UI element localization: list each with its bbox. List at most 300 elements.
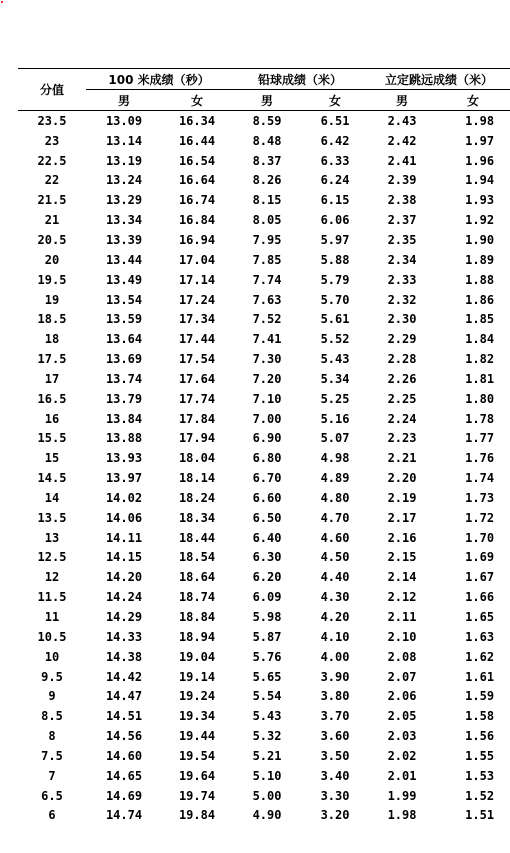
header-row-groups bbox=[18, 69, 510, 90]
shotput-female-cell: 4.50 bbox=[320, 550, 350, 565]
longjump-male-cell: 2.37 bbox=[387, 213, 417, 228]
shotput-group-header bbox=[232, 69, 368, 90]
table-row bbox=[18, 488, 510, 508]
longjump-male-cell: 2.26 bbox=[387, 371, 417, 386]
sprint-male-cell: 13.54 bbox=[105, 292, 143, 307]
longjump-group-label: 立定跳远成绩（米） bbox=[385, 72, 494, 87]
sprint-male-cell: 14.20 bbox=[105, 570, 143, 585]
sprint-female-cell: 17.44 bbox=[178, 332, 216, 347]
longjump-male-cell: 2.01 bbox=[387, 768, 417, 783]
longjump-male-cell: 2.17 bbox=[387, 510, 417, 525]
shotput-male-cell: 7.52 bbox=[252, 312, 282, 327]
sprint-female-cell: 19.84 bbox=[178, 808, 216, 823]
longjump-male-cell: 2.41 bbox=[387, 153, 417, 168]
shotput-female-cell: 4.30 bbox=[320, 590, 350, 605]
table-row bbox=[18, 369, 510, 389]
table-row bbox=[18, 508, 510, 528]
shotput-male-cell: 7.95 bbox=[252, 232, 282, 247]
longjump-female-cell: 1.73 bbox=[465, 490, 495, 505]
shotput-female-cell: 5.52 bbox=[320, 332, 350, 347]
longjump-female-cell: 1.76 bbox=[465, 451, 495, 466]
shotput-male-cell: 6.70 bbox=[252, 471, 282, 486]
sprint-male-cell: 13.93 bbox=[105, 451, 143, 466]
shotput-male-cell: 6.09 bbox=[252, 590, 282, 605]
sprint-female-cell: 16.94 bbox=[178, 232, 216, 247]
sprint-female-cell: 16.34 bbox=[178, 113, 216, 128]
shotput-male-cell: 8.15 bbox=[252, 193, 282, 208]
score-cell: 16 bbox=[44, 411, 60, 426]
longjump-male-cell: 2.16 bbox=[387, 530, 417, 545]
longjump-female-cell: 1.59 bbox=[465, 689, 495, 704]
longjump-male-cell: 2.34 bbox=[387, 252, 417, 267]
sprint-male-cell: 13.88 bbox=[105, 431, 143, 446]
table-row bbox=[18, 190, 510, 210]
shotput-female-cell: 4.00 bbox=[320, 649, 350, 664]
longjump-female-cell: 1.70 bbox=[465, 530, 495, 545]
shotput-male-cell: 8.26 bbox=[252, 173, 282, 188]
score-cell: 12 bbox=[44, 570, 60, 585]
table-row bbox=[18, 686, 510, 706]
sprint-female-cell: 18.34 bbox=[178, 510, 216, 525]
score-cell: 13 bbox=[44, 530, 60, 545]
sprint-female-cell: 19.54 bbox=[178, 748, 216, 763]
shotput-male-cell: 4.90 bbox=[252, 808, 282, 823]
longjump-male-cell: 2.03 bbox=[387, 729, 417, 744]
score-cell: 21.5 bbox=[37, 193, 67, 208]
sprint-male-cell: 13.44 bbox=[105, 252, 143, 267]
score-cell: 12.5 bbox=[37, 550, 67, 565]
sprint-female-cell: 19.24 bbox=[178, 689, 216, 704]
header-row-gender bbox=[18, 90, 510, 111]
sprint-male-cell: 14.60 bbox=[105, 748, 143, 763]
sprint-male-cell: 13.59 bbox=[105, 312, 143, 327]
shotput-male-cell: 8.48 bbox=[252, 133, 282, 148]
score-cell: 21 bbox=[44, 213, 60, 228]
longjump-female-cell: 1.63 bbox=[465, 629, 495, 644]
table-row bbox=[18, 448, 510, 468]
table-row bbox=[18, 627, 510, 647]
sprint-male-cell: 13.97 bbox=[105, 471, 143, 486]
sprint-male-cell: 14.06 bbox=[105, 510, 143, 525]
longjump-female-header: 女 bbox=[436, 90, 510, 111]
sprint-male-cell: 14.51 bbox=[105, 709, 143, 724]
shotput-male-cell: 7.63 bbox=[252, 292, 282, 307]
longjump-female-cell: 1.94 bbox=[465, 173, 495, 188]
sprint-female-cell: 19.34 bbox=[178, 709, 216, 724]
shotput-female-cell: 3.20 bbox=[320, 808, 350, 823]
shotput-female-cell: 6.24 bbox=[320, 173, 350, 188]
sprint-female-cell: 19.74 bbox=[178, 788, 216, 803]
longjump-male-cell: 2.05 bbox=[387, 709, 417, 724]
longjump-female-cell: 1.65 bbox=[465, 610, 495, 625]
sprint-female-cell: 18.64 bbox=[178, 570, 216, 585]
longjump-female-cell: 1.88 bbox=[465, 272, 495, 287]
shotput-male-cell: 5.54 bbox=[252, 689, 282, 704]
longjump-female-cell: 1.98 bbox=[465, 113, 495, 128]
score-cell: 19 bbox=[44, 292, 60, 307]
shotput-male-cell: 7.74 bbox=[252, 272, 282, 287]
table-row bbox=[18, 766, 510, 786]
table-row bbox=[18, 131, 510, 151]
longjump-female-cell: 1.84 bbox=[465, 332, 495, 347]
sprint-male-cell: 13.69 bbox=[105, 352, 143, 367]
score-cell: 18 bbox=[44, 332, 60, 347]
shotput-female-cell: 5.79 bbox=[320, 272, 350, 287]
sprint-female-cell: 17.64 bbox=[178, 371, 216, 386]
sprint-male-cell: 13.74 bbox=[105, 371, 143, 386]
shotput-female-cell: 4.80 bbox=[320, 490, 350, 505]
score-cell: 23.5 bbox=[37, 113, 67, 128]
sprint-female-cell: 19.14 bbox=[178, 669, 216, 684]
shotput-male-cell: 5.76 bbox=[252, 649, 282, 664]
longjump-female-cell: 1.80 bbox=[465, 391, 495, 406]
score-cell: 22 bbox=[44, 173, 60, 188]
sprint-female-cell: 16.64 bbox=[178, 173, 216, 188]
sprint-male-cell: 13.19 bbox=[105, 153, 143, 168]
longjump-female-cell: 1.53 bbox=[465, 768, 495, 783]
table-row bbox=[18, 409, 510, 429]
shotput-female-cell: 4.10 bbox=[320, 629, 350, 644]
longjump-male-cell: 2.08 bbox=[387, 649, 417, 664]
shotput-female-cell: 6.51 bbox=[320, 113, 350, 128]
shotput-group-label: 铅球成绩（米） bbox=[258, 72, 343, 87]
table-row bbox=[18, 389, 510, 409]
sprint-female-cell: 17.34 bbox=[178, 312, 216, 327]
table-header bbox=[18, 69, 510, 111]
score-cell: 17 bbox=[44, 371, 60, 386]
longjump-male-cell: 2.11 bbox=[387, 610, 417, 625]
shotput-female-header: 女 bbox=[302, 90, 368, 111]
shotput-female-cell: 5.16 bbox=[320, 411, 350, 426]
shotput-female-cell: 6.33 bbox=[320, 153, 350, 168]
sprint-female-cell: 17.14 bbox=[178, 272, 216, 287]
table-row bbox=[18, 151, 510, 171]
score-cell: 19.5 bbox=[37, 272, 67, 287]
score-cell: 20.5 bbox=[37, 232, 67, 247]
shotput-male-cell: 6.80 bbox=[252, 451, 282, 466]
sprint-male-cell: 13.14 bbox=[105, 133, 143, 148]
shotput-female-cell: 3.60 bbox=[320, 729, 350, 744]
sprint-female-cell: 18.04 bbox=[178, 451, 216, 466]
longjump-male-cell: 2.23 bbox=[387, 431, 417, 446]
longjump-male-cell: 1.99 bbox=[387, 788, 417, 803]
sprint-female-cell: 18.84 bbox=[178, 610, 216, 625]
sprint-male-cell: 14.65 bbox=[105, 768, 143, 783]
longjump-female-cell: 1.69 bbox=[465, 550, 495, 565]
longjump-male-cell: 2.25 bbox=[387, 391, 417, 406]
sprint-female-cell: 18.74 bbox=[178, 590, 216, 605]
corner-mark bbox=[1, 1, 3, 3]
sprint-group-header bbox=[86, 69, 232, 90]
longjump-female-cell: 1.61 bbox=[465, 669, 495, 684]
table-row bbox=[18, 171, 510, 191]
sprint-female-cell: 19.44 bbox=[178, 729, 216, 744]
sprint-male-cell: 14.29 bbox=[105, 610, 143, 625]
sprint-male-cell: 14.69 bbox=[105, 788, 143, 803]
sprint-male-cell: 13.24 bbox=[105, 173, 143, 188]
score-cell: 18.5 bbox=[37, 312, 67, 327]
shotput-female-cell: 5.34 bbox=[320, 371, 350, 386]
score-cell: 6.5 bbox=[41, 788, 63, 803]
score-cell: 9.5 bbox=[41, 669, 63, 684]
score-cell: 10.5 bbox=[37, 629, 67, 644]
table-row bbox=[18, 746, 510, 766]
shotput-male-cell: 5.65 bbox=[252, 669, 282, 684]
sprint-male-cell: 14.74 bbox=[105, 808, 143, 823]
score-cell: 22.5 bbox=[37, 153, 67, 168]
sprint-female-cell: 16.84 bbox=[178, 213, 216, 228]
sprint-female-cell: 17.04 bbox=[178, 252, 216, 267]
longjump-female-cell: 1.92 bbox=[465, 213, 495, 228]
score-cell: 23 bbox=[44, 133, 60, 148]
shotput-female-cell: 4.60 bbox=[320, 530, 350, 545]
table-row bbox=[18, 429, 510, 449]
longjump-female-cell: 1.58 bbox=[465, 709, 495, 724]
shotput-male-cell: 6.30 bbox=[252, 550, 282, 565]
table-row bbox=[18, 706, 510, 726]
shotput-male-cell: 6.50 bbox=[252, 510, 282, 525]
longjump-male-cell: 2.06 bbox=[387, 689, 417, 704]
score-cell: 15.5 bbox=[37, 431, 67, 446]
longjump-female-cell: 1.89 bbox=[465, 252, 495, 267]
sprint-female-cell: 16.74 bbox=[178, 193, 216, 208]
shotput-male-cell: 7.41 bbox=[252, 332, 282, 347]
longjump-male-cell: 2.29 bbox=[387, 332, 417, 347]
longjump-male-cell: 2.19 bbox=[387, 490, 417, 505]
shotput-male-cell: 6.60 bbox=[252, 490, 282, 505]
longjump-male-cell: 2.24 bbox=[387, 411, 417, 426]
shotput-female-cell: 5.25 bbox=[320, 391, 350, 406]
table-row bbox=[18, 548, 510, 568]
longjump-male-cell: 2.15 bbox=[387, 550, 417, 565]
shotput-female-cell: 5.88 bbox=[320, 252, 350, 267]
sprint-male-cell: 13.79 bbox=[105, 391, 143, 406]
longjump-male-cell: 2.35 bbox=[387, 232, 417, 247]
longjump-male-cell: 2.07 bbox=[387, 669, 417, 684]
longjump-female-cell: 1.81 bbox=[465, 371, 495, 386]
shotput-female-cell: 3.80 bbox=[320, 689, 350, 704]
longjump-male-cell: 2.32 bbox=[387, 292, 417, 307]
sprint-female-cell: 19.04 bbox=[178, 649, 216, 664]
longjump-female-cell: 1.78 bbox=[465, 411, 495, 426]
longjump-male-cell: 2.12 bbox=[387, 590, 417, 605]
table-row bbox=[18, 230, 510, 250]
sprint-female-cell: 17.94 bbox=[178, 431, 216, 446]
shotput-male-cell: 5.87 bbox=[252, 629, 282, 644]
sprint-female-cell: 17.74 bbox=[178, 391, 216, 406]
longjump-male-cell: 2.10 bbox=[387, 629, 417, 644]
longjump-female-cell: 1.77 bbox=[465, 431, 495, 446]
longjump-male-cell: 2.28 bbox=[387, 352, 417, 367]
score-cell: 16.5 bbox=[37, 391, 67, 406]
score-cell: 7.5 bbox=[41, 748, 63, 763]
longjump-male-cell: 2.33 bbox=[387, 272, 417, 287]
longjump-female-cell: 1.67 bbox=[465, 570, 495, 585]
longjump-male-cell: 2.14 bbox=[387, 570, 417, 585]
sprint-male-cell: 14.42 bbox=[105, 669, 143, 684]
sprint-male-cell: 14.56 bbox=[105, 729, 143, 744]
sprint-male-cell: 14.11 bbox=[105, 530, 143, 545]
sprint-female-cell: 17.24 bbox=[178, 292, 216, 307]
table-row bbox=[18, 806, 510, 826]
shotput-male-cell: 7.00 bbox=[252, 411, 282, 426]
shotput-female-cell: 6.06 bbox=[320, 213, 350, 228]
shotput-male-cell: 6.40 bbox=[252, 530, 282, 545]
table-row bbox=[18, 607, 510, 627]
score-cell: 9 bbox=[48, 689, 56, 704]
score-column-header: 分值 bbox=[18, 69, 86, 111]
shotput-male-cell: 5.21 bbox=[252, 748, 282, 763]
sprint-male-cell: 14.24 bbox=[105, 590, 143, 605]
shotput-male-cell: 6.90 bbox=[252, 431, 282, 446]
longjump-male-cell: 2.21 bbox=[387, 451, 417, 466]
shotput-male-cell: 8.59 bbox=[252, 113, 282, 128]
shotput-male-cell: 6.20 bbox=[252, 570, 282, 585]
sprint-female-cell: 16.44 bbox=[178, 133, 216, 148]
shotput-female-cell: 3.40 bbox=[320, 768, 350, 783]
sprint-male-cell: 14.02 bbox=[105, 490, 143, 505]
sprint-male-cell: 13.64 bbox=[105, 332, 143, 347]
table-row bbox=[18, 270, 510, 290]
longjump-male-cell: 2.43 bbox=[387, 113, 417, 128]
shotput-male-header: 男 bbox=[232, 90, 302, 111]
longjump-male-cell: 2.38 bbox=[387, 193, 417, 208]
sprint-female-cell: 16.54 bbox=[178, 153, 216, 168]
score-cell: 17.5 bbox=[37, 352, 67, 367]
score-table bbox=[18, 68, 510, 825]
score-cell: 14 bbox=[44, 490, 60, 505]
shotput-male-cell: 8.05 bbox=[252, 213, 282, 228]
shotput-female-cell: 4.20 bbox=[320, 610, 350, 625]
shotput-female-cell: 5.43 bbox=[320, 352, 350, 367]
shotput-male-cell: 5.00 bbox=[252, 788, 282, 803]
shotput-female-cell: 5.61 bbox=[320, 312, 350, 327]
longjump-male-header: 男 bbox=[368, 90, 436, 111]
table-row bbox=[18, 567, 510, 587]
table-row bbox=[18, 726, 510, 746]
score-cell: 14.5 bbox=[37, 471, 67, 486]
shotput-female-cell: 5.07 bbox=[320, 431, 350, 446]
longjump-group-header bbox=[368, 69, 510, 90]
shotput-female-cell: 6.15 bbox=[320, 193, 350, 208]
sprint-female-cell: 17.54 bbox=[178, 352, 216, 367]
sprint-group-label: 100 米成绩（秒） bbox=[108, 72, 210, 87]
sprint-male-cell: 13.29 bbox=[105, 193, 143, 208]
longjump-female-cell: 1.82 bbox=[465, 352, 495, 367]
score-cell: 7 bbox=[48, 768, 56, 783]
sprint-female-cell: 18.54 bbox=[178, 550, 216, 565]
longjump-male-cell: 2.20 bbox=[387, 471, 417, 486]
sprint-male-cell: 13.39 bbox=[105, 232, 143, 247]
score-cell: 8 bbox=[48, 729, 56, 744]
longjump-female-cell: 1.86 bbox=[465, 292, 495, 307]
sprint-male-cell: 14.33 bbox=[105, 629, 143, 644]
sprint-male-cell: 13.84 bbox=[105, 411, 143, 426]
score-cell: 15 bbox=[44, 451, 60, 466]
score-cell: 6 bbox=[48, 808, 56, 823]
longjump-female-cell: 1.66 bbox=[465, 590, 495, 605]
score-cell: 11.5 bbox=[37, 590, 67, 605]
shotput-male-cell: 5.98 bbox=[252, 610, 282, 625]
longjump-male-cell: 2.02 bbox=[387, 748, 417, 763]
sprint-female-cell: 17.84 bbox=[178, 411, 216, 426]
table-row bbox=[18, 468, 510, 488]
shotput-male-cell: 5.32 bbox=[252, 729, 282, 744]
table-row bbox=[18, 349, 510, 369]
shotput-female-cell: 4.89 bbox=[320, 471, 350, 486]
shotput-female-cell: 3.90 bbox=[320, 669, 350, 684]
longjump-female-cell: 1.51 bbox=[465, 808, 495, 823]
score-cell: 11 bbox=[44, 610, 60, 625]
longjump-female-cell: 1.52 bbox=[465, 788, 495, 803]
score-cell: 20 bbox=[44, 252, 60, 267]
table-row bbox=[18, 647, 510, 667]
table-row bbox=[18, 210, 510, 230]
table-body bbox=[18, 111, 510, 826]
sprint-female-cell: 18.44 bbox=[178, 530, 216, 545]
shotput-male-cell: 7.10 bbox=[252, 391, 282, 406]
score-cell: 13.5 bbox=[37, 510, 67, 525]
shotput-female-cell: 5.97 bbox=[320, 232, 350, 247]
shotput-male-cell: 7.85 bbox=[252, 252, 282, 267]
shotput-female-cell: 4.40 bbox=[320, 570, 350, 585]
shotput-male-cell: 5.43 bbox=[252, 709, 282, 724]
shotput-male-cell: 5.10 bbox=[252, 768, 282, 783]
longjump-female-cell: 1.55 bbox=[465, 748, 495, 763]
table-row bbox=[18, 667, 510, 687]
longjump-male-cell: 2.39 bbox=[387, 173, 417, 188]
sprint-male-cell: 13.34 bbox=[105, 213, 143, 228]
table-row bbox=[18, 290, 510, 310]
shotput-male-cell: 7.20 bbox=[252, 371, 282, 386]
shotput-male-cell: 7.30 bbox=[252, 352, 282, 367]
shotput-female-cell: 4.98 bbox=[320, 451, 350, 466]
table-row bbox=[18, 329, 510, 349]
table-row bbox=[18, 309, 510, 329]
sprint-female-cell: 18.94 bbox=[178, 629, 216, 644]
sprint-female-cell: 18.14 bbox=[178, 471, 216, 486]
sprint-female-cell: 19.64 bbox=[178, 768, 216, 783]
longjump-male-cell: 2.30 bbox=[387, 312, 417, 327]
shotput-female-cell: 3.50 bbox=[320, 748, 350, 763]
shotput-female-cell: 6.42 bbox=[320, 133, 350, 148]
sprint-male-header: 男 bbox=[86, 90, 162, 111]
table-row bbox=[18, 528, 510, 548]
table-row bbox=[18, 587, 510, 607]
shotput-male-cell: 8.37 bbox=[252, 153, 282, 168]
table-row bbox=[18, 786, 510, 806]
shotput-female-cell: 3.30 bbox=[320, 788, 350, 803]
sprint-male-cell: 14.38 bbox=[105, 649, 143, 664]
score-cell: 10 bbox=[44, 649, 60, 664]
longjump-male-cell: 1.98 bbox=[387, 808, 417, 823]
table-row bbox=[18, 250, 510, 270]
longjump-female-cell: 1.56 bbox=[465, 729, 495, 744]
longjump-female-cell: 1.96 bbox=[465, 153, 495, 168]
sprint-male-cell: 13.49 bbox=[105, 272, 143, 287]
sprint-male-cell: 13.09 bbox=[105, 113, 143, 128]
longjump-female-cell: 1.72 bbox=[465, 510, 495, 525]
shotput-female-cell: 5.70 bbox=[320, 292, 350, 307]
longjump-female-cell: 1.90 bbox=[465, 232, 495, 247]
sprint-female-cell: 18.24 bbox=[178, 490, 216, 505]
longjump-female-cell: 1.97 bbox=[465, 133, 495, 148]
score-cell: 8.5 bbox=[41, 709, 63, 724]
longjump-female-cell: 1.62 bbox=[465, 649, 495, 664]
sprint-male-cell: 14.15 bbox=[105, 550, 143, 565]
shotput-female-cell: 4.70 bbox=[320, 510, 350, 525]
table-row bbox=[18, 111, 510, 131]
